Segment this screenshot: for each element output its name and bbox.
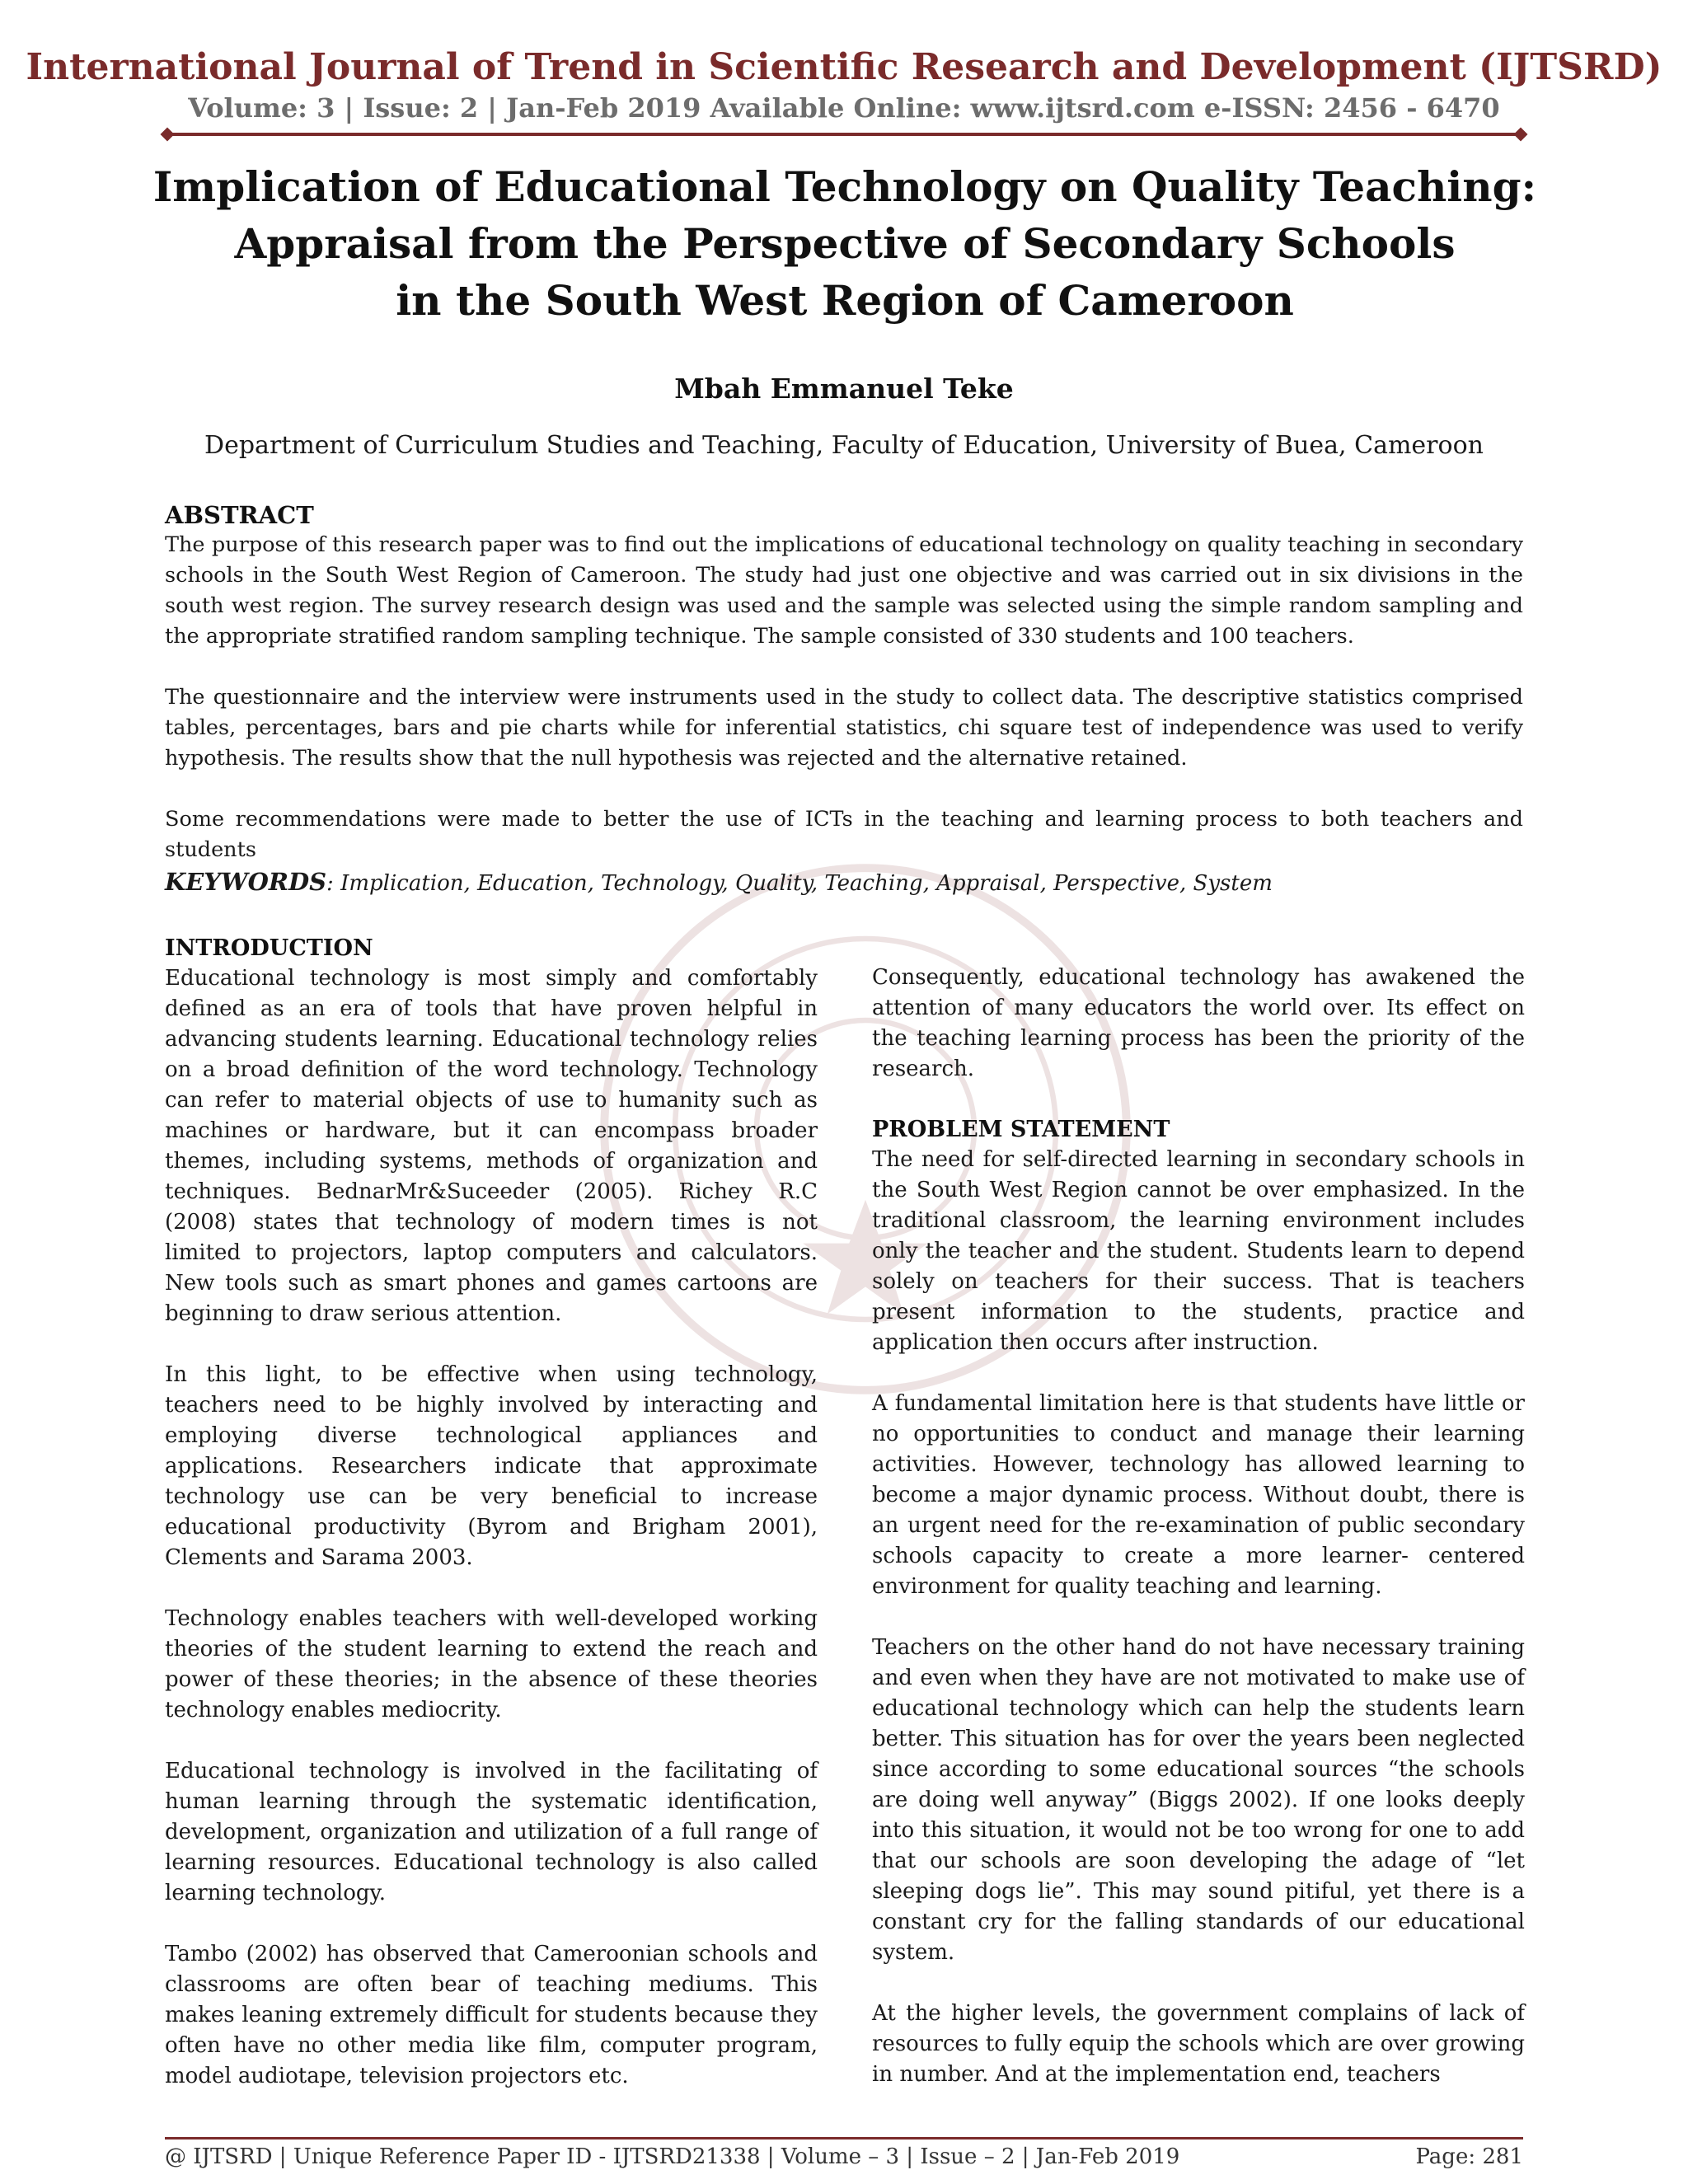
introduction-paragraph-2: In this light, to be effective when using technology, teachers need to be highly involved by interacting and employing diverse technological appliances and applications. Researchers indicate that approximate technology use can be very beneficial to increase educational productivity (Byrom and Brigham 2001), Clements and Sarama 2003. (165, 1362, 818, 1570)
abstract-paragraph-1: The purpose of this research paper was to find out the implications of educational technology on quality teaching in secondary schools in the South West Region of Cameroon. The study had just one objective and was carried out in six divisions in the south west region. The survey research design was used and the sample was selected using the simple random sampling and the appropriate stratified random sampling technique. The sample consisted of 330 students and 100 teachers. (165, 532, 1523, 649)
introduction-paragraph-5: Tambo (2002) has observed that Cameroonian schools and classrooms are often bear of teaching mediums. This makes leaning extremely difficult for students because they often have no other media like film, computer program, model audiotape, television projectors etc. (165, 1942, 818, 2088)
introduction-paragraph-3: Technology enables teachers with well-developed working theories of the student learning to extend the reach and power of these theories; in the absence of these theories technology enables mediocrity. (165, 1606, 818, 1722)
paper-title-line-2: Appraisal from the Perspective of Secondary Schools (234, 219, 1456, 268)
header-rule (169, 133, 1519, 136)
right-column-paragraph-0: Consequently, educational technology has awakened the attention of many educators the world over. Its effect on the teaching learning process has been the priority of the research. (872, 965, 1525, 1081)
footer-rule (165, 2137, 1523, 2139)
journal-meta: Volume: 3 | Issue: 2 | Jan-Feb 2019 Available Online: www.ijtsrd.com e-ISSN: 2456 - 6470 (188, 92, 1500, 124)
abstract-heading: ABSTRACT (165, 501, 314, 529)
introduction-paragraph-4: Educational technology is involved in the facilitating of human learning through the systematic identification, development, organization and utilization of a full range of learning resources. Educational technology is also called learning technology. (165, 1759, 818, 1905)
problem-statement-paragraph-3: Teachers on the other hand do not have necessary training and even when they have are not motivated to make use of educational technology which can help the students learn better. This situation has for over the years been neglected since according to some educational sources “the schools are doing well anyway” (Biggs 2002). If one looks deeply into this situation, it would not be too wrong for one to add that our schools are soon developing the adage of “let sleeping dogs lie”. This may sound pitiful, yet there is a constant cry for the falling standards of our educational system. (872, 1635, 1525, 1965)
right-column (872, 963, 1525, 2121)
introduction-paragraph-1: Educational technology is most simply and comfortably defined as an era of tools that have proven helpful in advancing students learning. Educational technology relies on a broad definition of the word technology. Technology can refer to material objects of use to humanity such as machines or hardware, but it can encompass broader themes, including systems, methods of organization and techniques. BednarMr&Suceeder (2005). Richey R.C (2008) states that technology of modern times is not limited to projectors, laptop computers and calculators. New tools such as smart phones and games cartoons are beginning to draw serious attention. (165, 966, 818, 1326)
author-affiliation: Department of Curriculum Studies and Teaching, Faculty of Education, University of Buea, Cameroon (204, 431, 1484, 460)
keywords-label: KEYWORDS (165, 868, 327, 896)
keywords-text: : Implication, Education, Technology, Quality, Teaching, Appraisal, Perspective, System (326, 871, 1273, 896)
introduction-heading: INTRODUCTION (165, 935, 373, 961)
left-column (165, 934, 818, 2122)
footer-page-number: Page: 281 (1415, 2144, 1523, 2169)
problem-statement-paragraph-4: At the higher levels, the government complains of lack of resources to fully equip the schools which are over growing in number. And at the implementation end, teachers (872, 2001, 1525, 2087)
problem-statement-heading: PROBLEM STATEMENT (872, 1117, 1170, 1142)
keywords-line (165, 868, 1523, 896)
problem-statement-paragraph-2: A fundamental limitation here is that students have little or no opportunities to conduct and manage their learning activities. However, technology has allowed learning to become a major dynamic process. Without doubt, there is an urgent need for the re-examination of public secondary schools capacity to create a more learner- centered environment for quality teaching and learning. (872, 1391, 1525, 1599)
header-rule-right-diamond (1514, 128, 1528, 142)
problem-statement-paragraph-1: The need for self-directed learning in secondary schools in the South West Region cannot be over emphasized. In the traditional classroom, the learning environment includes only the teacher and the student. Students learn to depend solely on teachers for their success. That is teachers present information to the students, practice and application then occurs after instruction. (872, 1147, 1525, 1355)
paper-title-line-1: Implication of Educational Technology on Quality Teaching: (152, 162, 1537, 211)
paper-title-line-3: in the South West Region of Cameroon (396, 276, 1294, 325)
abstract-paragraph-2: The questionnaire and the interview were instruments used in the study to collect data. The descriptive statistics comprised tables, percentages, bars and pie charts while for inferential statistics, chi square test of independence was used to verify hypothesis. The results show that the null hypothesis was rejected and the alternative retained. (165, 685, 1523, 771)
abstract-section (165, 500, 1523, 896)
journal-title: International Journal of Trend in Scientific Research and Development (IJTSRD) (26, 46, 1662, 88)
author-name: Mbah Emmanuel Teke (674, 373, 1014, 405)
paper-title (115, 158, 1574, 329)
abstract-paragraph-3: Some recommendations were made to better the use of ICTs in the teaching and learning process to both teachers and students (165, 807, 1523, 862)
footer-reference: @ IJTSRD | Unique Reference Paper ID - IJTSRD21338 | Volume – 3 | Issue – 2 | Jan-Feb 2019 (165, 2144, 1180, 2169)
